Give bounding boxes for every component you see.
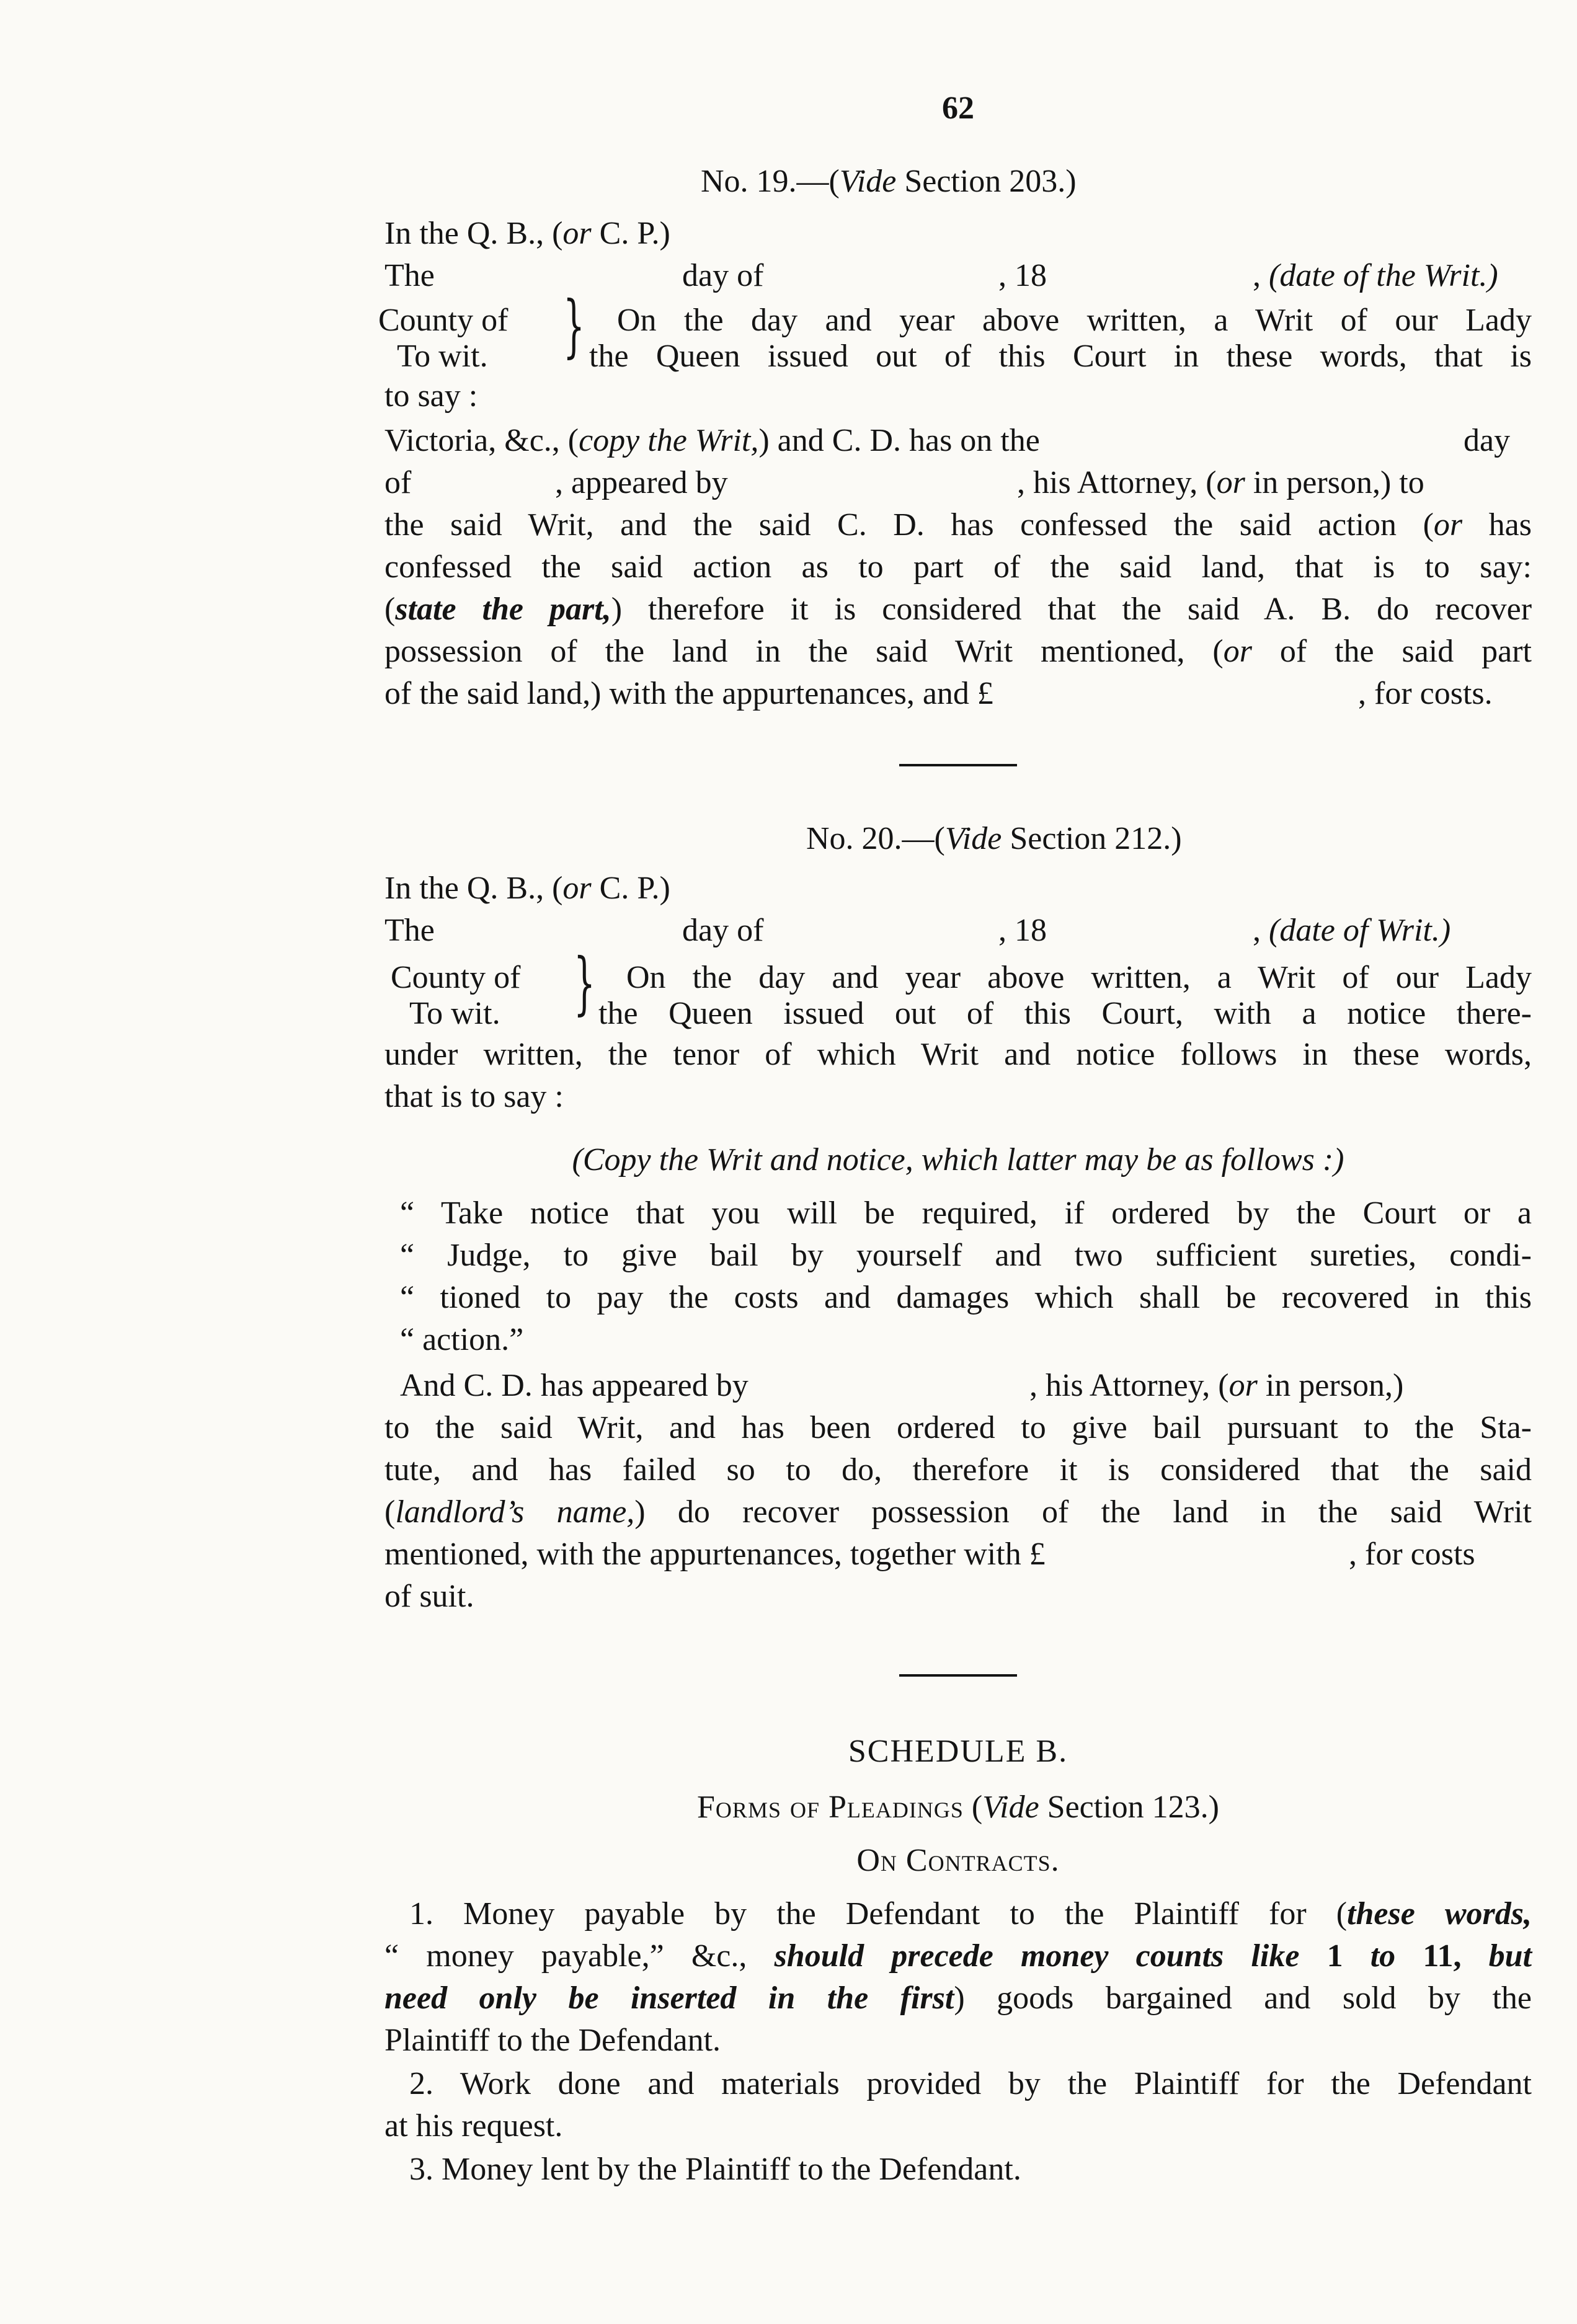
- form19-line3-appeared: , appeared by: [555, 465, 728, 500]
- form20-date-18: , 18: [998, 913, 1047, 948]
- form19-heading: No. 19.—(Vide Section 203.): [701, 164, 1077, 199]
- form20-para-line4: (landlord’s name,) do recover possession of the land in the said Writ: [384, 1494, 1532, 1530]
- form19-line4: the said Writ, and the said C. D. has confessed the said action (or has: [384, 507, 1532, 543]
- form19-line3-attorney: , his Attorney, (or in person,) to: [1017, 465, 1424, 500]
- form20-para-line1: And C. D. has appeared by: [400, 1368, 749, 1403]
- form20-para-line2: to the said Writ, and has been ordered to give bail pursuant to the Sta-: [384, 1410, 1532, 1445]
- form20-copy-note: (Copy the Writ and notice, which latter may be as follows :): [572, 1142, 1344, 1178]
- form20-line2: that is to say :: [384, 1079, 564, 1114]
- page-number: 62: [942, 91, 974, 126]
- form20-heading: No. 20.—(Vide Section 212.): [806, 821, 1182, 856]
- form20-line1: under written, the tenor of which Writ and notice follows in these words,: [384, 1037, 1532, 1072]
- form20-date-note: , (date of Writ.): [1253, 913, 1451, 948]
- form20-date-the: The: [384, 913, 435, 948]
- form20-para-line3: tute, and has failed so to do, therefore it is considered that the said: [384, 1452, 1532, 1488]
- form19-line5: confessed the said action as to part of the said land, that is to say:: [384, 549, 1532, 585]
- form19-county-text1: On the day and year above written, a Writ of our Lady: [617, 303, 1532, 338]
- form19-line7: possession of the land in the said Writ mentioned, (or of the said part: [384, 634, 1532, 669]
- on-contracts-heading: On Contracts.: [856, 1843, 1060, 1878]
- form20-county-text2: the Queen issued out of this Court, with a notice there-: [598, 996, 1532, 1031]
- item3-line1: 3. Money lent by the Plaintiff to the Defendant.: [409, 2152, 1021, 2187]
- item2-line2: at his request.: [384, 2108, 563, 2144]
- item2-line1: 2. Work done and materials provided by the Plaintiff for the Defendant: [409, 2066, 1532, 2101]
- form20-quote1: “ Take notice that you will be required, if ordered by the Court or a: [400, 1195, 1532, 1231]
- form20-date-dayof: day of: [682, 913, 764, 948]
- schedule-title: SCHEDULE B.: [848, 1734, 1068, 1769]
- form20-para-line6: of suit.: [384, 1579, 474, 1614]
- form19-county-of: County of: [378, 303, 509, 338]
- form19-line2: Victoria, &c., (copy the Writ,) and C. D. has on the: [384, 423, 1040, 458]
- form19-line6: (state the part,) therefore it is considered that the said A. B. do recover: [384, 592, 1532, 627]
- form20-quote3: “ tioned to pay the costs and damages which shall be recovered in this: [400, 1280, 1532, 1315]
- form19-date-dayof: day of: [682, 258, 764, 293]
- item1-line3: need only be inserted in the first) goods bargained and sold by the: [384, 1980, 1532, 2016]
- form19-line1: to say :: [384, 378, 478, 414]
- form20-quote2: “ Judge, to give bail by yourself and two sufficient sureties, condi-: [400, 1238, 1532, 1273]
- form20-para-line5-costs: , for costs: [1349, 1537, 1475, 1572]
- form20-brace: }: [574, 943, 595, 1022]
- section-divider: [899, 764, 1017, 766]
- form19-line8: of the said land,) with the appurtenances, and £: [384, 676, 993, 711]
- form19-brace: }: [563, 286, 585, 365]
- item1-line2: “ money payable,” &c., should precede money counts like 1 to 11, but: [384, 1938, 1532, 1974]
- form19-to-wit: To wit.: [397, 339, 488, 374]
- form19-date-note: , (date of the Writ.): [1253, 258, 1498, 293]
- form20-quote4: “ action.”: [400, 1322, 524, 1357]
- form20-county-of: County of: [391, 960, 521, 995]
- form19-line3-of: of: [384, 465, 412, 500]
- form20-para-line1-attorney: , his Attorney, (or in person,): [1029, 1368, 1404, 1403]
- section-divider: [899, 1674, 1017, 1677]
- item1-line1: 1. Money payable by the Defendant to the Plaintiff for (these words,: [409, 1896, 1532, 1931]
- form20-to-wit: To wit.: [409, 996, 500, 1031]
- form20-county-text1: On the day and year above written, a Writ of our Lady: [626, 960, 1532, 995]
- form19-line8-costs: , for costs.: [1358, 676, 1493, 711]
- form19-court: In the Q. B., (or C. P.): [384, 216, 670, 251]
- form20-para-line5: mentioned, with the appurtenances, together with £: [384, 1537, 1046, 1572]
- item1-line4: Plaintiff to the Defendant.: [384, 2023, 721, 2058]
- form19-county-text2: the Queen issued out of this Court in these words, that is: [589, 339, 1532, 374]
- form19-line2-day: day: [1464, 423, 1511, 458]
- forms-of-pleadings-heading: Forms of Pleadings (Vide Section 123.): [697, 1790, 1219, 1825]
- form19-date-18: , 18: [998, 258, 1047, 293]
- form20-court: In the Q. B., (or C. P.): [384, 871, 670, 906]
- form19-date-the: The: [384, 258, 435, 293]
